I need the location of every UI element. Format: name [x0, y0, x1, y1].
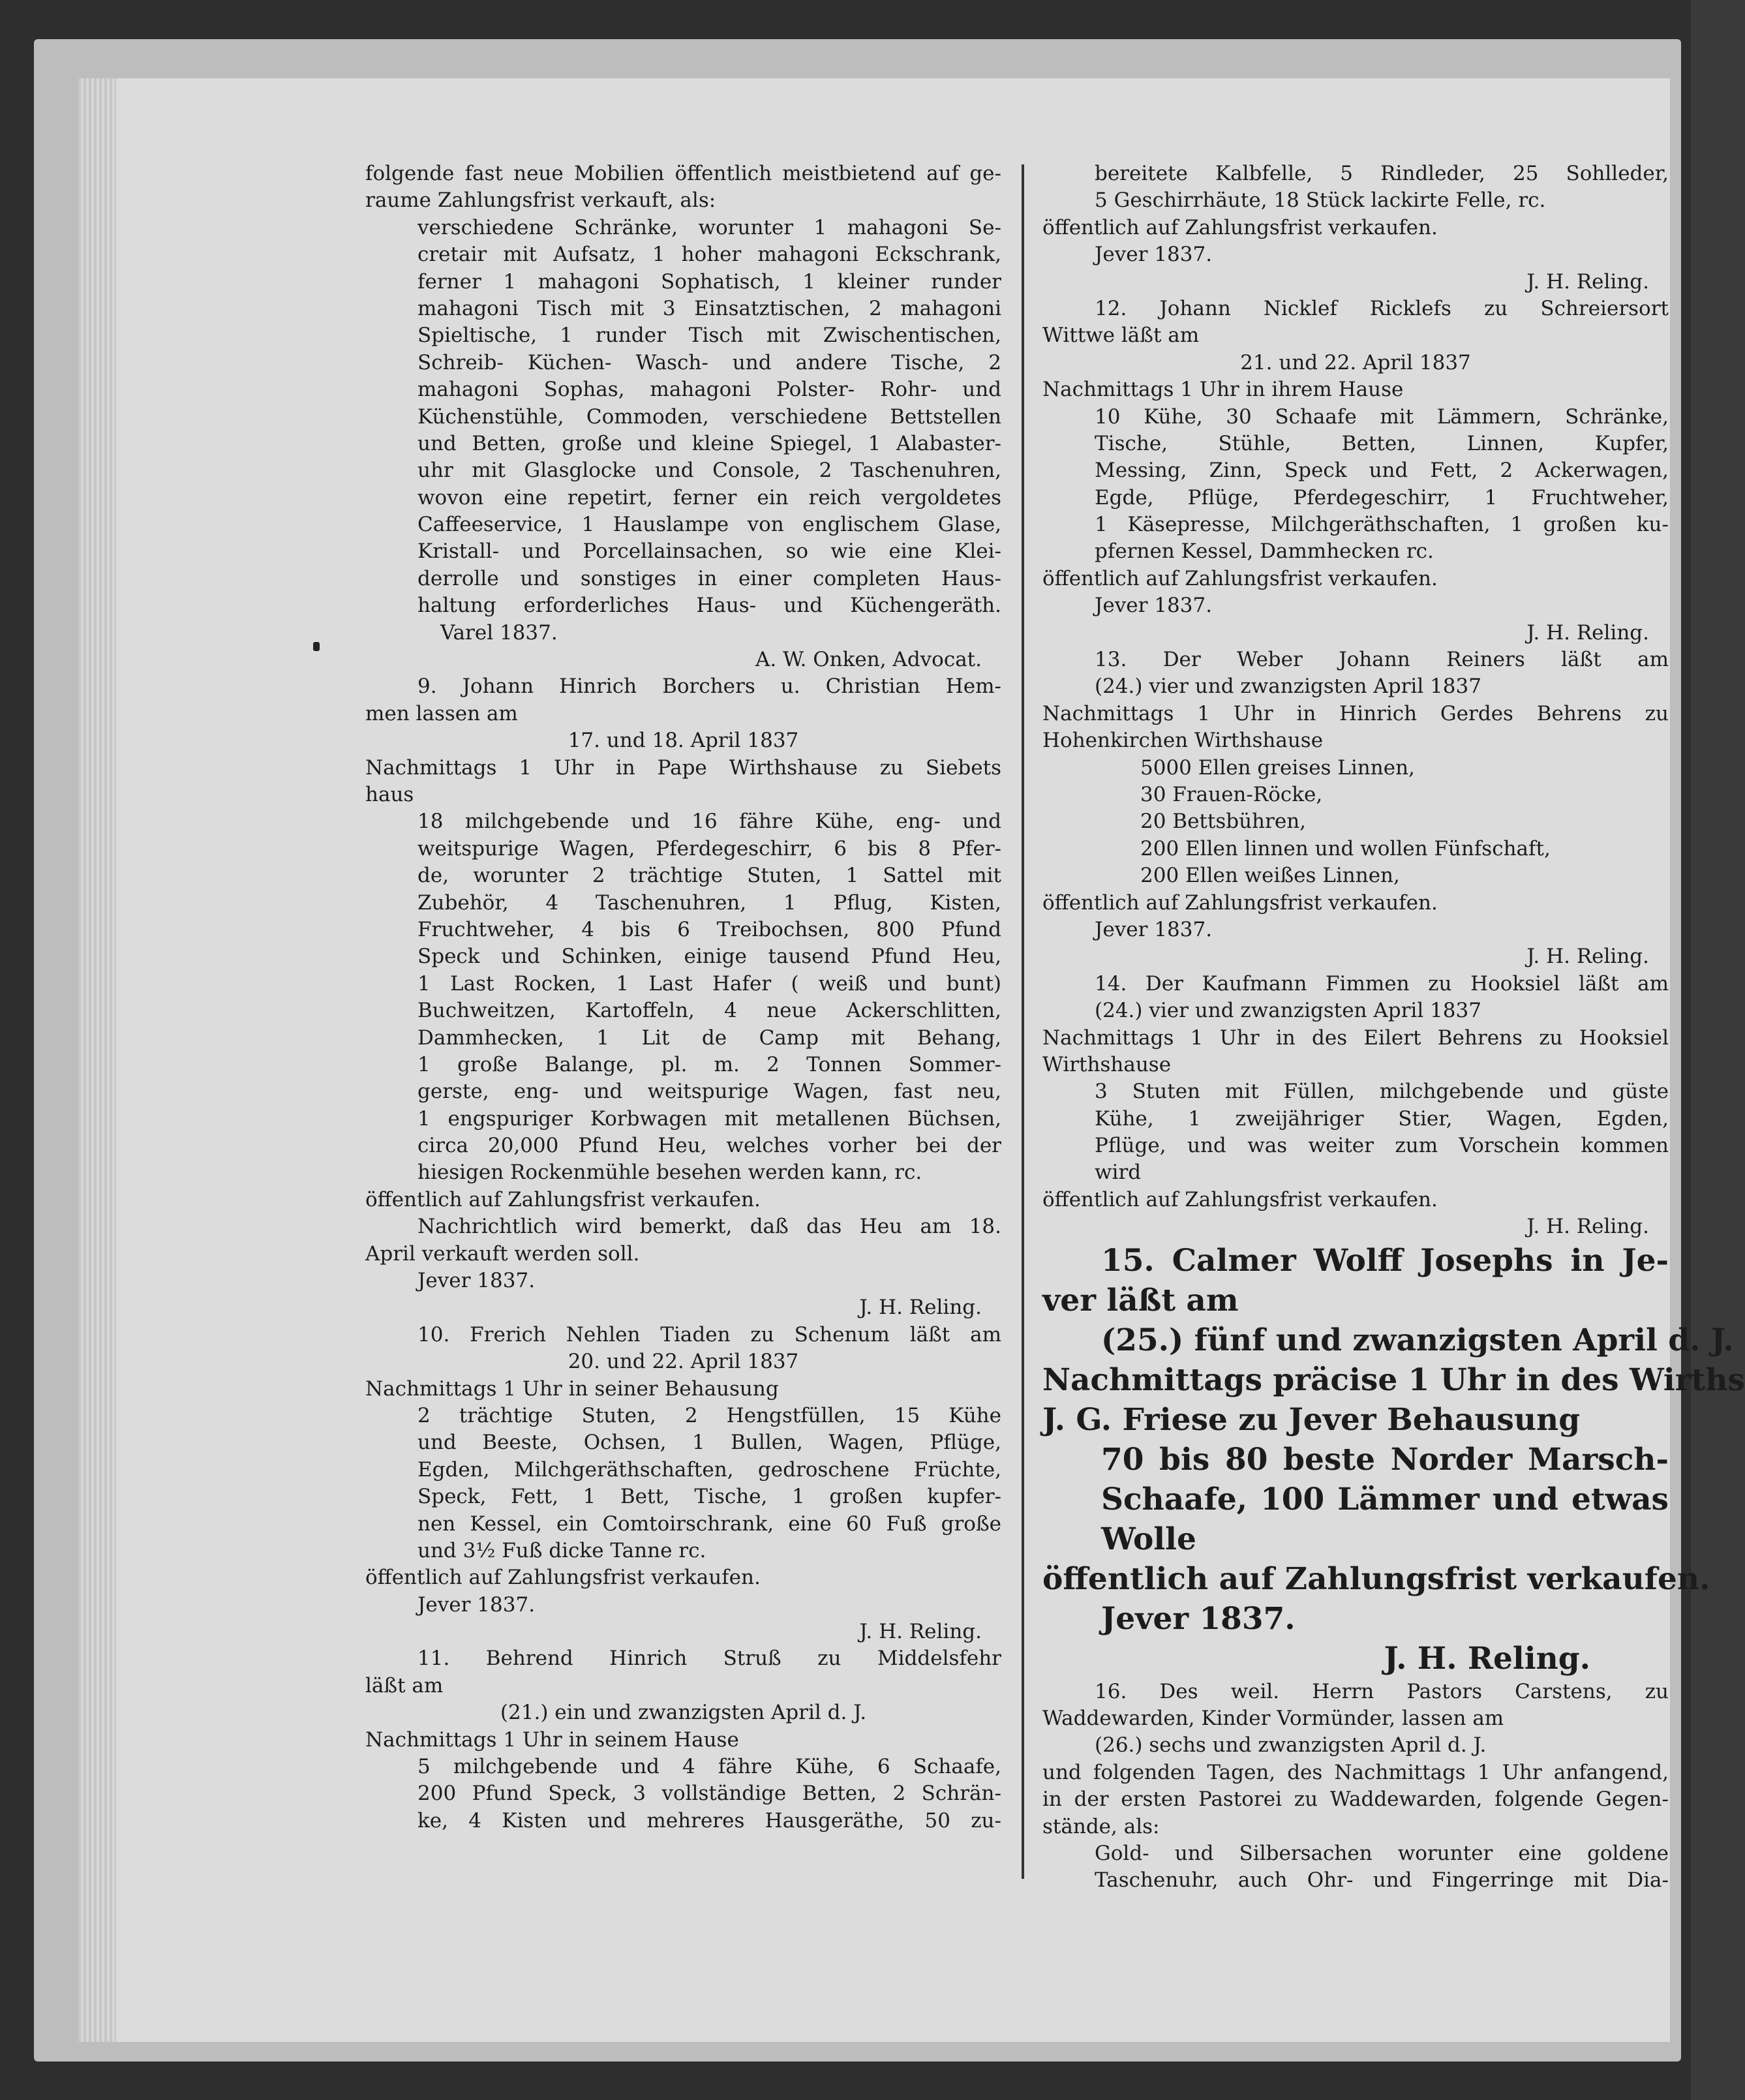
- text-line: Wolle: [1101, 1521, 1196, 1557]
- signature: J. H. Reling.: [859, 1296, 982, 1320]
- signature: J. H. Reling.: [1526, 945, 1649, 969]
- text-line: hiesigen Rockenmühle besehen werden kann, rc.: [417, 1161, 922, 1185]
- auction-date: 20. und 22. April 1837: [568, 1350, 799, 1374]
- text-line: Zubehör, 4 Taschenuhren, 1 Pflug, Kisten,: [417, 890, 1001, 915]
- text-line: öffentlich auf Zahlungsfrist verkaufen.: [1042, 215, 1438, 239]
- text-line: Tische, Stühle, Betten, Linnen, Kupfer,: [1095, 431, 1669, 455]
- text-line: Nachmittags 1 Uhr in des Eilert Behrens zu Hooksiel: [1042, 1026, 1669, 1050]
- text-line: Taschenuhr, auch Ohr- und Fingerringe mit Dia-: [1095, 1868, 1669, 1893]
- signature: J. H. Reling.: [1526, 620, 1649, 645]
- text-line: öffentlich auf Zahlungsfrist verkaufen.: [365, 1187, 761, 1211]
- text-line: Gold- und Silbersachen worunter eine goldene: [1095, 1841, 1669, 1865]
- text-line: 18 milchgebende und 16 fähre Kühe, eng- und: [417, 810, 1001, 834]
- text-line: läßt am: [365, 1673, 444, 1697]
- text-line: folgende fast neue Mobilien öffentlich meistbietend auf ge-: [365, 162, 1001, 185]
- text-line: Schaafe, 100 Lämmer und etwas: [1101, 1481, 1669, 1517]
- text-line: Speck, Fett, 1 Bett, Tische, 1 großen kupfer-: [417, 1485, 1001, 1509]
- notice-heading: 15. Calmer Wolff Josephs in Je-: [1101, 1242, 1669, 1279]
- text-line: Messing, Zinn, Speck und Fett, 2 Ackerwagen,: [1095, 459, 1669, 483]
- text-line: 5000 Ellen greises Linnen,: [1140, 755, 1415, 780]
- text-line: nen Kessel, ein Comtoirschrank, eine 60 Fuß große: [417, 1512, 1001, 1536]
- notice-heading: 14. Der Kaufmann Fimmen zu Hooksiel läßt am: [1095, 971, 1669, 996]
- text-line: 10 Kühe, 30 Schaafe mit Lämmern, Schränke,: [1095, 404, 1669, 429]
- text-line: Egde, Pflüge, Pferdegeschirr, 1 Fruchtweher,: [1095, 485, 1669, 510]
- text-line: ver läßt am: [1042, 1282, 1239, 1318]
- text-line: Waddewarden, Kinder Vormünder, lassen am: [1042, 1707, 1504, 1731]
- text-line: wovon eine repetirt, ferner ein reich vergoldetes: [417, 485, 1001, 510]
- text-line: haus: [365, 782, 414, 806]
- text-line: 200 Ellen weißes Linnen,: [1140, 864, 1400, 888]
- text-line: Wirthshause: [1042, 1052, 1172, 1076]
- text-line: verschiedene Schränke, worunter 1 mahagoni Se-: [417, 215, 1001, 239]
- signature: J. H. Reling.: [1384, 1640, 1590, 1677]
- text-line: 1 große Balange, pl. m. 2 Tonnen Sommer-: [417, 1052, 1001, 1076]
- text-line: 200 Ellen linnen und wollen Fünfschaft,: [1140, 836, 1551, 860]
- text-line: 1 Käsepresse, Milchgeräthschaften, 1 großen ku-: [1095, 513, 1669, 537]
- text-line: weitspurige Wagen, Pferdegeschirr, 6 bis 8 Pfer-: [417, 836, 1001, 860]
- text-line: Nachmittags 1 Uhr in seinem Hause: [365, 1727, 739, 1752]
- text-line: Schreib- Küchen- Wasch- und andere Tische, 2: [417, 350, 1001, 374]
- text-line: raume Zahlungsfrist verkauft, als:: [365, 189, 716, 213]
- text-line: öffentlich auf Zahlungsfrist verkaufen.: [1042, 890, 1438, 915]
- place-date: Varel 1837.: [440, 620, 558, 645]
- text-line: 5 Geschirrhäute, 18 Stück lackirte Felle, rc.: [1095, 189, 1546, 213]
- signature: A. W. Onken, Advocat.: [755, 648, 982, 672]
- auction-date: (26.) sechs und zwanzigsten April d. J.: [1095, 1733, 1487, 1758]
- text-line: cretair mit Aufsatz, 1 hoher mahagoni Eckschrank,: [417, 243, 1001, 267]
- text-line: öffentlich auf Zahlungsfrist verkaufen.: [1042, 1560, 1710, 1597]
- text-line: 30 Frauen-Röcke,: [1140, 782, 1323, 806]
- text-line: haltung erforderliches Haus- und Küchengeräth.: [417, 594, 1001, 618]
- notice-heading: 12. Johann Nicklef Ricklefs zu Schreiersort: [1095, 296, 1669, 320]
- text-line: derrolle und sonstiges in einer completen Haus-: [417, 566, 1001, 590]
- text-line: Nachrichtlich wird bemerkt, daß das Heu am 18.: [417, 1215, 1001, 1239]
- auction-date: 17. und 18. April 1837: [568, 729, 799, 753]
- auction-date: (24.) vier und zwanzigsten April 1837: [1095, 675, 1481, 699]
- auction-date: (21.) ein und zwanzigsten April d. J.: [500, 1701, 867, 1725]
- signature: J. H. Reling.: [1526, 269, 1649, 294]
- notice-heading: 10. Frerich Nehlen Tiaden zu Schenum läßt am: [417, 1322, 1001, 1347]
- text-line: Spieltische, 1 runder Tisch mit Zwischentischen,: [417, 324, 1001, 348]
- text-line: und folgenden Tagen, des Nachmittags 1 Uhr anfangend,: [1042, 1760, 1669, 1784]
- right-column: [1042, 160, 1745, 1895]
- signature: J. H. Reling.: [1526, 1215, 1649, 1239]
- text-line: J. G. Friese zu Jever Behausung: [1042, 1401, 1581, 1438]
- text-line: de, worunter 2 trächtige Stuten, 1 Sattel mit: [417, 864, 1001, 888]
- text-line: 1 Last Rocken, 1 Last Hafer ( weiß und bunt): [417, 971, 1001, 996]
- text-line: mahagoni Sophas, mahagoni Polster- Rohr- und: [417, 378, 1001, 402]
- text-line: April verkauft werden soll.: [365, 1241, 640, 1266]
- text-line: Nachmittags 1 Uhr in ihrem Hause: [1042, 378, 1404, 402]
- place-date: Jever 1837.: [417, 1592, 536, 1617]
- text-line: Pflüge, und was weiter zum Vorschein kommen: [1095, 1134, 1669, 1158]
- left-column: [365, 160, 1001, 1834]
- text-line: mahagoni Tisch mit 3 Einsatztischen, 2 mahagoni: [417, 296, 1001, 320]
- text-line: men lassen am: [365, 701, 518, 725]
- text-line: Dammhecken, 1 Lit de Camp mit Behang,: [417, 1026, 1001, 1050]
- text-line: wird: [1095, 1161, 1142, 1185]
- text-line: Nachmittags 1 Uhr in Hinrich Gerdes Behrens zu: [1042, 701, 1669, 725]
- text-line: Hohenkirchen Wirthshause: [1042, 729, 1324, 753]
- text-line: öffentlich auf Zahlungsfrist verkaufen.: [1042, 566, 1438, 590]
- place-date: Jever 1837.: [1101, 1600, 1296, 1637]
- text-line: in der ersten Pastorei zu Waddewarden, folgende Gegen-: [1042, 1788, 1669, 1812]
- text-line: Nachmittags 1 Uhr in Pape Wirthshause zu Siebets: [365, 755, 1001, 780]
- text-line: 200 Pfund Speck, 3 vollständige Betten, 2 Schrän-: [417, 1782, 1001, 1806]
- text-line: Wittwe läßt am: [1042, 324, 1200, 348]
- text-line: Egden, Milchgeräthschaften, gedroschene Früchte,: [417, 1457, 1001, 1482]
- text-line: gerste, eng- und weitspurige Wagen, fast neu,: [417, 1080, 1001, 1104]
- notice-heading: 9. Johann Hinrich Borchers u. Christian Hem-: [417, 675, 1001, 699]
- page-fold: [78, 78, 116, 2042]
- place-date: Jever 1837.: [1095, 243, 1213, 267]
- text-line: öffentlich auf Zahlungsfrist verkaufen.: [365, 1566, 761, 1590]
- text-line: und 3½ Fuß dicke Tanne rc.: [417, 1538, 706, 1562]
- text-line: Buchweitzen, Kartoffeln, 4 neue Ackerschlitten,: [417, 999, 1001, 1023]
- text-line: Nachmittags 1 Uhr in seiner Behausung: [365, 1377, 779, 1401]
- auction-date: (24.) vier und zwanzigsten April 1837: [1095, 999, 1481, 1023]
- text-line: Kristall- und Porcellainsachen, so wie eine Klei-: [417, 540, 1001, 564]
- text-line: Nachmittags präcise 1 Uhr in des Wirths: [1042, 1362, 1745, 1398]
- place-date: Jever 1837.: [1095, 594, 1213, 618]
- text-line: Speck und Schinken, einige tausend Pfund Heu,: [417, 945, 1001, 969]
- notice-heading: 11. Behrend Hinrich Struß zu Middelsfehr: [417, 1647, 1001, 1671]
- text-line: ke, 4 Kisten und mehreres Hausgeräthe, 50 zu-: [417, 1808, 1001, 1833]
- text-line: Kühe, 1 zweijähriger Stier, Wagen, Egden,: [1095, 1106, 1669, 1131]
- text-line: Küchenstühle, Commoden, verschiedene Bettstellen: [417, 404, 1001, 429]
- text-line: 3 Stuten mit Füllen, milchgebende und güste: [1095, 1080, 1669, 1104]
- text-line: 70 bis 80 beste Norder Marsch-: [1101, 1441, 1669, 1478]
- text-line: 1 engspuriger Korbwagen mit metallenen Büchsen,: [417, 1106, 1001, 1131]
- text-line: pfernen Kessel, Dammhecken rc.: [1095, 540, 1434, 564]
- place-date: Jever 1837.: [417, 1269, 536, 1293]
- text-line: und Betten, große und kleine Spiegel, 1 Alabaster-: [417, 431, 1001, 455]
- text-line: 5 milchgebende und 4 fähre Kühe, 6 Schaafe,: [417, 1755, 1001, 1779]
- text-line: 20 Bettsbühren,: [1140, 810, 1307, 834]
- margin-mark: [313, 642, 320, 651]
- column-divider: [1022, 164, 1024, 1879]
- text-line: stände, als:: [1042, 1814, 1160, 1838]
- text-line: uhr mit Glasglocke und Console, 2 Taschenuhren,: [417, 459, 1001, 483]
- text-line: öffentlich auf Zahlungsfrist verkaufen.: [1042, 1187, 1438, 1211]
- text-line: bereitete Kalbfelle, 5 Rindleder, 25 Sohlleder,: [1095, 162, 1669, 185]
- place-date: Jever 1837.: [1095, 917, 1213, 941]
- text-line: und Beeste, Ochsen, 1 Bullen, Wagen, Pflüge,: [417, 1431, 1001, 1455]
- auction-date: (25.) fünf und zwanzigsten April d. J.: [1101, 1322, 1734, 1358]
- notice-heading: 16. Des weil. Herrn Pastors Carstens, zu: [1095, 1679, 1669, 1703]
- text-line: Fruchtweher, 4 bis 6 Treibochsen, 800 Pfund: [417, 917, 1001, 941]
- text-line: 2 trächtige Stuten, 2 Hengstfüllen, 15 Kühe: [417, 1403, 1001, 1427]
- text-line: Caffeeservice, 1 Hauslampe von englischem Glase,: [417, 513, 1001, 537]
- large-print-notice: [1042, 1241, 1745, 1679]
- text-line: ferner 1 mahagoni Sophatisch, 1 kleiner runder: [417, 269, 1001, 294]
- auction-date: 21. und 22. April 1837: [1240, 350, 1471, 374]
- text-line: circa 20,000 Pfund Heu, welches vorher bei der: [417, 1134, 1001, 1158]
- signature: J. H. Reling.: [859, 1620, 982, 1644]
- notice-heading: 13. Der Weber Johann Reiners läßt am: [1095, 648, 1669, 672]
